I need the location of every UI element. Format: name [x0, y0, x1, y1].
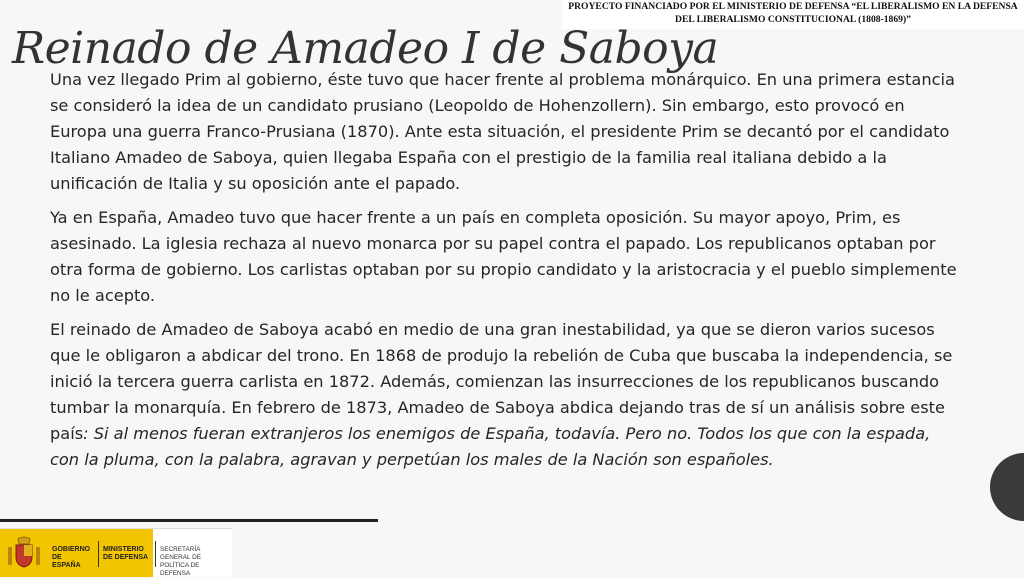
footer-divider: [0, 519, 378, 522]
banner-line-1: PROYECTO FINANCIADO POR EL MINISTERIO DE DEFENSA “EL LIBERALISMO EN LA DEFENSA: [568, 1, 1018, 12]
banner-line-2: DEL LIBERALISMO CONSTITUCIONAL (1808-1869)”: [675, 13, 911, 25]
paragraph-3-text: El reinado de Amadeo de Saboya acabó en medio de una gran inestabilidad, ya que se dieron varios sucesos que le obligaron a abdicar del trono. En 1868 de produjo la rebelión de Cuba que buscaba la independencia, se inició la tercera guerra carlista en 1872. Además, comienzan las insurrecciones de los republicanos buscando tumbar la monarquía. En febrero de 1873, Amadeo de Saboya abdica dejando tras de sí un análisis sobre este país: [50, 320, 953, 443]
slide-body: [50, 67, 960, 481]
government-logo-bar: [0, 528, 232, 577]
decorative-circle: [990, 453, 1024, 521]
amadeo-quote: : Si al menos fueran extranjeros los enemigos de España, todavía. Pero no. Todos los que con la espada, con la pluma, con la palabra, agravan y perpetúan los males de la Nación son españoles.: [50, 424, 931, 469]
logo-divider-1: [98, 541, 99, 567]
logo-divider-2: [155, 541, 156, 567]
coat-of-arms-icon: [6, 535, 42, 571]
paragraph-2: Ya en España, Amadeo tuvo que hacer frente a un país en completa oposición. Su mayor apoyo, Prim, es asesinado. La iglesia rechaza al nuevo monarca por su papel contra el papado. Los republicanos optaban por otra forma de gobierno. Los carlistas optaban por su propio candidato y la aristocracia y el pueblo simplemente no le acepto.: [50, 208, 957, 305]
secretaria-label: SECRETARÍA GENERAL DE POLÍTICA DE DEFENSA: [160, 546, 201, 577]
gobierno-label: GOBIERNO DE ESPAÑA: [52, 546, 91, 569]
ministerio-label: MINISTERIO DE DEFENSA: [103, 546, 149, 561]
paragraph-1: Una vez llegado Prim al gobierno, éste tuvo que hacer frente al problema monárquico. En una primera estancia se consideró la idea de un candidato prusiano (Leopoldo de Hohenzollern). Sin embargo, esto provocó en Europa una guerra Franco-Prusiana (1870). Ante esta situación, el presidente Prim se decantó por el candidato Italiano Amadeo de Saboya, quien llegaba España con el prestigio de la familia real italiana debido a la unificación de Italia y su oposición ante el papado.: [50, 70, 955, 193]
paragraph-3: [50, 317, 960, 473]
slide-title: Reinado de Amadeo I de Saboya: [12, 23, 719, 74]
